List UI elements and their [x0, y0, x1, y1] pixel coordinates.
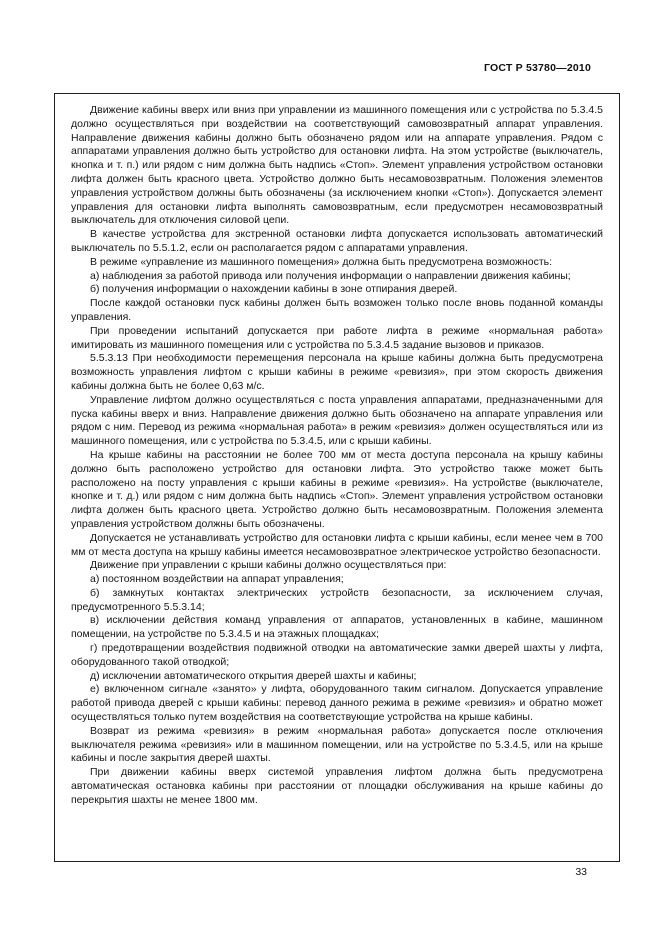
paragraph: Допускается не устанавливать устройство для остановки лифта с крыши кабины, если менее чем в 700 мм от места доступа на крышу кабины имеется несамовозвратное электрическое устройство безопасности.: [71, 531, 603, 558]
paragraph: д) исключении автоматического открытия дверей шахты и кабины;: [90, 669, 417, 682]
paragraph: а) наблюдения за работой привода или получения информации о направлении движения кабины;: [90, 269, 571, 282]
paragraph: В режиме «управление из машинного помещения» должна быть предусмотрена возможность:: [90, 255, 553, 268]
paragraph: б) получения информации о нахождении кабины в зоне отпирания дверей.: [90, 283, 458, 296]
paragraph: На крыше кабины на расстоянии не более 700 мм от места доступа персонала на крышу кабины должно быть расположено устройство для остановки лифта. Это устройство также может быть расположено на посту управления с крыши кабины в режиме «ревизия». На устройстве (выключателе, кнопке и т. д.) или рядом с ним должна быть надпись «Стоп». Элемент управления устройством остановки лифта должен быть красного цвета. Устройство должно быть несамовозвратным. Положения элемента управления устройством должны быть обозначены.: [71, 448, 603, 530]
paragraph: Движение кабины вверх или вниз при управлении из машинного помещения или с устройства по 5.3.4.5 должно осуществляться при воздействии на соответствующий самовозвратный аппарат управления. Направление движения кабины должно быть обозначено рядом или на аппарате управления. Рядом с аппаратами управления должно быть устройство для остановки лифта. На этом устройстве (выключатель, кнопка и т. п.) или рядом с ним должна быть надпись «Стоп». Элемент управления устройством остановки лифта должен быть красного цвета. Устройство должно быть несамовозвратным. Положения элементов управления устройством должны быть обозначены (за исключением кнопки «Стоп»). Допускается элемент управления для остановки лифта выполнять самовозвратным, если предусмотрен несамовозвратный выключатель для отключения силовой цепи.: [71, 104, 603, 227]
paragraph: а) постоянном воздействии на аппарат управления;: [90, 573, 344, 586]
paragraph: При движении кабины вверх системой управления лифтом должна быть предусмотрена автоматическая остановка кабины при расстоянии от площадки обслуживания на крыше кабины до перекрытия шахты не менее 1800 мм.: [71, 766, 603, 806]
paragraph: Движение при управлении с крыши кабины должно осуществляться при:: [90, 559, 447, 572]
page-number: 33: [575, 866, 587, 878]
paragraph: После каждой остановки пуск кабины должен быть возможен только после вновь поданной команды управления.: [71, 297, 603, 323]
paragraph: При проведении испытаний допускается при работе лифта в режиме «нормальная работа» имитировать из машинного помещения или с устройства по 5.3.4.5 задание вызовов и приказов.: [71, 324, 603, 351]
paragraph: Возврат из режима «ревизия» в режим «нормальная работа» допускается после отключения выключателя режима «ревизия» или в машинном помещении, или на устройстве по 5.3.4.5, или на крыше кабины и после закрытия дверей шахты.: [71, 724, 603, 765]
paragraph: 5.5.3.13 При необходимости перемещения персонала на крыше кабины должна быть предусмотрена возможность управления лифтом с крыши кабины в режиме «ревизия», при этом скорость движения кабины должна быть не более 0,63 м/с.: [71, 352, 603, 392]
content-frame: [54, 93, 620, 862]
paragraph: б) замкнутых контактах электрических устройств безопасности, за исключением случая, предусмотренного 5.5.3.14;: [71, 586, 603, 613]
paragraph: В качестве устройства для экстренной остановки лифта допускается использовать автоматический выключатель по 5.5.1.2, если он располагается рядом с аппаратами управления.: [71, 228, 603, 254]
doc-number: ГОСТ Р 53780—2010: [483, 62, 591, 74]
paragraph: Управление лифтом должно осуществляться с поста управления аппаратами, предназначенными для пуска кабины вверх и вниз. Направление движения должно быть обозначено на аппарате управления или рядом с ним. Перевод из режима «нормальная работа» в режим «ревизия» должен осуществляться или из машинного помещения, или с устройства по 5.3.4.5, или с крыши кабины.: [71, 393, 603, 448]
paragraph: г) предотвращении воздействия подвижной отводки на автоматические замки дверей шахты у лифта, оборудованного такой отводкой;: [71, 642, 603, 668]
paragraph: е) включенном сигнале «занято» у лифта, оборудованного таким сигналом. Допускается управление работой привода дверей с крыши кабины: перевод данного режима в режиме «ревизия» и обратно может осуществляться только путем воздействия на соответствующие устройства на крыше кабины.: [71, 683, 603, 724]
paragraph: в) исключении действия команд управления от аппаратов, установленных в кабине, машинном помещении, на устройстве по 5.3.4.5 и на этажных площадках;: [71, 614, 603, 641]
